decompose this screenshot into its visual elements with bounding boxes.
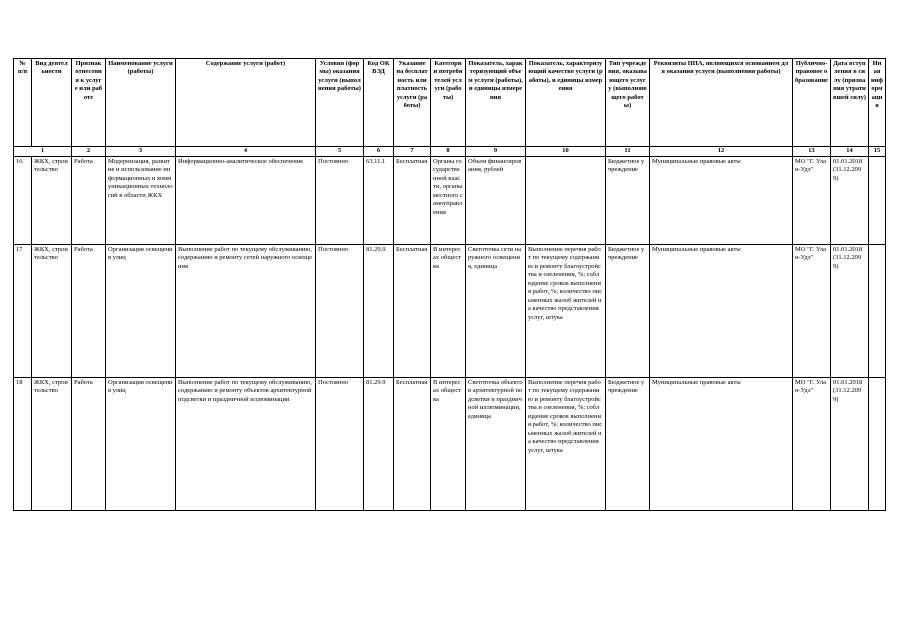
header-cell: Дата вступления в силу (признания утратившей силу) bbox=[831, 59, 869, 147]
header-cell: Показатель, характеризующий объем услуги (работы), и единицы измерения bbox=[466, 59, 526, 147]
volume-cell: Светоточка сети наружного освещения, единица bbox=[466, 245, 526, 378]
column-number-row bbox=[14, 147, 886, 157]
other-cell bbox=[869, 157, 886, 245]
header-cell: Наименование услуги (работы) bbox=[106, 59, 176, 147]
header-cell: Код ОКВЭД bbox=[364, 59, 394, 147]
consumers-cell: Органы государственной власти, органы местного самоуправления bbox=[431, 157, 466, 245]
service-name-cell: Организация освещения улиц bbox=[106, 245, 176, 378]
column-number: 7 bbox=[394, 147, 431, 157]
header-cell: Категории потребителей услуги (работы) bbox=[431, 59, 466, 147]
column-number: 9 bbox=[466, 147, 526, 157]
header-cell: Указание на бесплатность или платность услуги (работы) bbox=[394, 59, 431, 147]
header-cell: Иная информация bbox=[869, 59, 886, 147]
type-cell: Работа bbox=[72, 245, 106, 378]
column-number: 14 bbox=[831, 147, 869, 157]
column-number: 13 bbox=[793, 147, 831, 157]
header-cell: Тип учреждения, оказывающего услугу (выполняющего работы) bbox=[606, 59, 650, 147]
payment-cell: Бесплатная bbox=[394, 378, 431, 511]
header-cell: Содержание услуги (работ) bbox=[176, 59, 316, 147]
date-cell: 01.01.2018 (31.12.2099) bbox=[831, 378, 869, 511]
type-cell: Работа bbox=[72, 378, 106, 511]
volume-cell: Светоточка объектов архитектурной подсветки и праздничной иллюминации, единица bbox=[466, 378, 526, 511]
services-registry-table bbox=[13, 58, 886, 511]
column-number: 2 bbox=[72, 147, 106, 157]
column-number: 1 bbox=[14, 147, 72, 157]
other-cell bbox=[869, 245, 886, 378]
consumers-cell: В интересах общества bbox=[431, 245, 466, 378]
content-cell: Выполнение работ по текущему обслуживанию, содержанию и ремонту сетей наружного освещения bbox=[176, 245, 316, 378]
payment-cell: Бесплатная bbox=[394, 157, 431, 245]
quality-cell bbox=[526, 157, 606, 245]
activity-cell: ЖКХ, строительство bbox=[32, 157, 72, 245]
row-number: 18 bbox=[14, 378, 32, 511]
conditions-cell: Постоянно bbox=[316, 157, 364, 245]
header-cell: Признак отнесения к услуге или работе bbox=[72, 59, 106, 147]
table-row bbox=[14, 245, 886, 378]
quality-cell: Выполнение перечня работ по текущему содержанию и ремонту благоустройства и озеленения, %; соблюдение сроков выполнения работ, %; количество письменных жалоб жителей на качество представления услуг, штука bbox=[526, 378, 606, 511]
payment-cell: Бесплатная bbox=[394, 245, 431, 378]
type-cell: Работа bbox=[72, 157, 106, 245]
column-number: 5 bbox=[316, 147, 364, 157]
okved-cell: 81.29.9 bbox=[364, 378, 394, 511]
activity-cell: ЖКХ, строительство bbox=[32, 245, 72, 378]
header-cell: Реквизиты НПА, являющихся основанием для оказания услуги (выполнения работы) bbox=[650, 59, 793, 147]
table-row bbox=[14, 157, 886, 245]
column-number: 10 bbox=[526, 147, 606, 157]
other-cell bbox=[869, 378, 886, 511]
row-number: 16 bbox=[14, 157, 32, 245]
column-number: 15 bbox=[869, 147, 886, 157]
column-number: 3 bbox=[106, 147, 176, 157]
header-cell: № п/п bbox=[14, 59, 32, 147]
header-cell: Публично-правовое образование bbox=[793, 59, 831, 147]
column-number: 8 bbox=[431, 147, 466, 157]
table-row bbox=[14, 378, 886, 511]
institution-cell: Бюджетное учреждение bbox=[606, 378, 650, 511]
date-cell: 01.01.2018 (31.12.2099) bbox=[831, 157, 869, 245]
volume-cell: Объем финансирования, рублей bbox=[466, 157, 526, 245]
column-number: 6 bbox=[364, 147, 394, 157]
table-header-row bbox=[14, 59, 886, 147]
entity-cell: МО "Г. Улан-Удэ" bbox=[793, 378, 831, 511]
service-name-cell: Модернизация, развитие и использование информационных и коммуникационных технологий в области ЖКХ bbox=[106, 157, 176, 245]
conditions-cell: Постоянно bbox=[316, 245, 364, 378]
column-number: 12 bbox=[650, 147, 793, 157]
okved-cell: 81.29.9 bbox=[364, 245, 394, 378]
header-cell: Условия (формы) оказания услуги (выполнения работы) bbox=[316, 59, 364, 147]
institution-cell: Бюджетное учреждение bbox=[606, 157, 650, 245]
okved-cell: 63.11.1 bbox=[364, 157, 394, 245]
entity-cell: МО "Г. Улан-Удэ" bbox=[793, 245, 831, 378]
activity-cell: ЖКХ, строительство bbox=[32, 378, 72, 511]
institution-cell: Бюджетное учреждение bbox=[606, 245, 650, 378]
document-page bbox=[13, 58, 885, 511]
column-number: 11 bbox=[606, 147, 650, 157]
header-cell: Показатель, характеризующий качество услуги (работы), и единицы измерения bbox=[526, 59, 606, 147]
consumers-cell: В интересах общества bbox=[431, 378, 466, 511]
npa-cell: Муниципальные правовые акты bbox=[650, 157, 793, 245]
npa-cell: Муниципальные правовые акты bbox=[650, 245, 793, 378]
entity-cell: МО "Г. Улан-Удэ" bbox=[793, 157, 831, 245]
row-number: 17 bbox=[14, 245, 32, 378]
date-cell: 01.01.2018 (31.12.2099) bbox=[831, 245, 869, 378]
quality-cell: Выполнение перечня работ по текущему содержанию и ремонту благоустройства и озеленения, %; соблюдение сроков выполнения работ, %; количество письменных жалоб жителей на качество представления услуг, штука bbox=[526, 245, 606, 378]
npa-cell: Муниципальные правовые акты bbox=[650, 378, 793, 511]
content-cell: Выполнение работ по текущему обслуживанию, содержанию и ремонту объектов архитектурной подсветки и праздничной иллюминации bbox=[176, 378, 316, 511]
content-cell: Информационно-аналитическое обеспечение bbox=[176, 157, 316, 245]
service-name-cell: Организация освещения улиц bbox=[106, 378, 176, 511]
header-cell: Вид деятельности bbox=[32, 59, 72, 147]
column-number: 4 bbox=[176, 147, 316, 157]
conditions-cell: Постоянно bbox=[316, 378, 364, 511]
